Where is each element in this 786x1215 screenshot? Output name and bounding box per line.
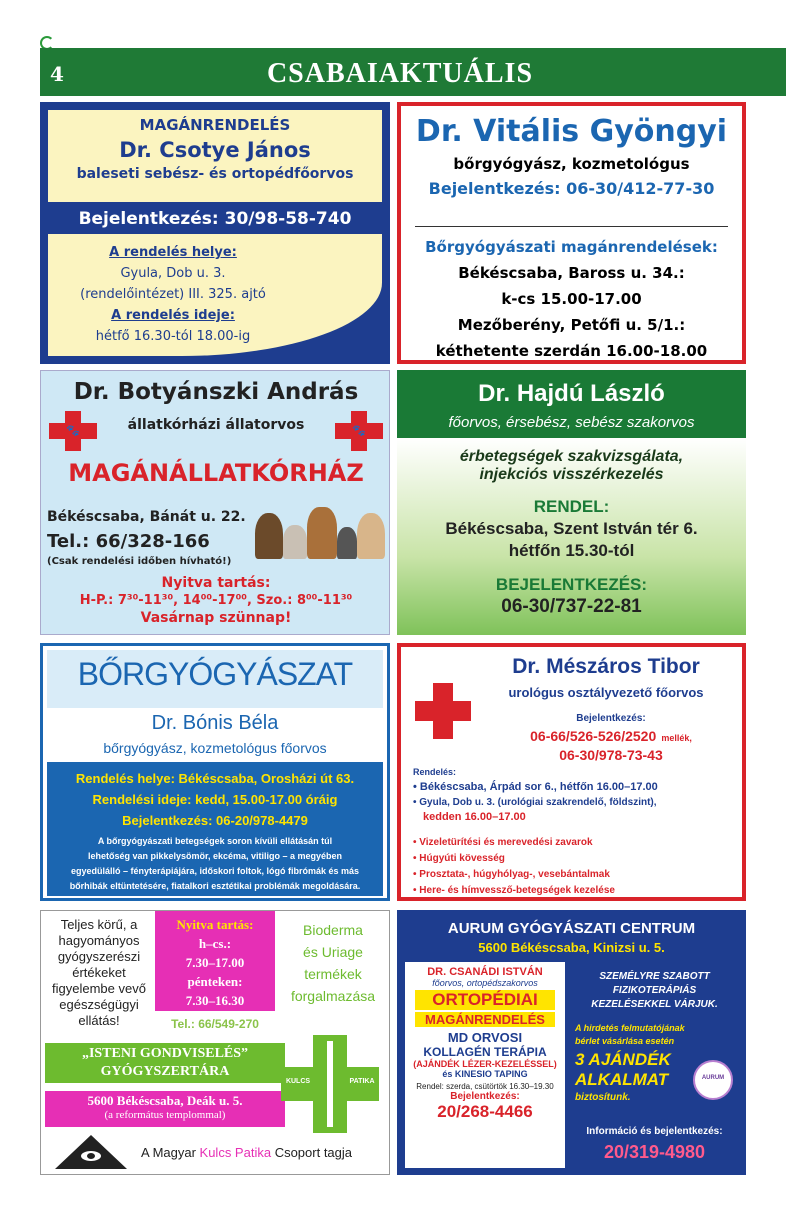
ad7-left2: hagyományos bbox=[58, 933, 140, 948]
ad5-time: Rendelési ideje: kedd, 15.00-17.00 óráig bbox=[92, 792, 338, 807]
ad-gyogyszertar bbox=[40, 910, 390, 1175]
ad1-phone: Bejelentkezés: 30/98-58-740 bbox=[78, 209, 352, 229]
ad6-bej: Bejelentkezés: bbox=[576, 713, 646, 724]
ad7-footer1: A Magyar bbox=[141, 1145, 200, 1160]
ad4-place: Békéscsaba, Szent István tér 6. bbox=[445, 519, 698, 538]
ad6-phone1: 06-66/526-526/2520 bbox=[530, 728, 657, 744]
ad3-hours: H-P.: 7³⁰-11³⁰, 14⁰⁰-17⁰⁰, Szo.: 8⁰⁰-11³⁰ bbox=[79, 593, 353, 608]
ad7-left7: ellátás! bbox=[78, 1013, 120, 1028]
ad-hajdu bbox=[397, 370, 746, 635]
page-number: 4 bbox=[50, 62, 64, 86]
ad4-title: főorvos, érsebész, sebész szakorvos bbox=[448, 414, 695, 431]
ad5-name: Dr. Bónis Béla bbox=[151, 712, 279, 734]
ad4-bej: BEJELENTKEZÉS: bbox=[495, 575, 648, 594]
ad-aurum bbox=[397, 910, 746, 1175]
ad7-left4: értékeket bbox=[72, 965, 126, 980]
ad8-phone-left: 20/268-4466 bbox=[437, 1102, 533, 1121]
ad6-place1: • Békéscsaba, Árpád sor 6., hétfőn 16.00–17.00 bbox=[413, 781, 658, 793]
logo-right-text: PATIKA bbox=[349, 1078, 375, 1085]
ad8-ortop: ORTOPÉDIAI bbox=[415, 990, 555, 1010]
pets-image bbox=[253, 503, 387, 563]
ad1-time-label: A rendelés ideje: bbox=[111, 308, 235, 323]
ad7-right1: Bioderma bbox=[303, 922, 363, 938]
ad7-address: 5600 Békéscsaba, Deák u. 5. bbox=[87, 1093, 243, 1108]
ad8-md: MD ORVOSI bbox=[447, 1030, 523, 1045]
ad1-place-line1: Gyula, Dob u. 3. bbox=[120, 266, 226, 281]
vet-cross-left-icon: 🐾 bbox=[49, 411, 97, 451]
ad2-name: Dr. Vitális Gyöngyi bbox=[415, 114, 728, 149]
ad6-item2: • Húgyúti kövesség bbox=[413, 853, 505, 864]
ad8-magan: MAGÁNRENDELÉS bbox=[415, 1012, 555, 1027]
vet-cross-right-icon: 🐾 bbox=[335, 411, 383, 451]
kulcs-patika-logo bbox=[281, 1035, 379, 1133]
ad2-divider bbox=[415, 226, 728, 227]
ad1-name: Dr. Csotye János bbox=[119, 138, 311, 162]
ad8-promo1: A hirdetés felmutatójának bbox=[575, 1023, 685, 1033]
ad1-place-line2: (rendelőintézet) III. 325. ajtó bbox=[80, 287, 266, 302]
ad7-open4: pénteken: bbox=[187, 974, 243, 989]
ad8-header: AURUM GYÓGYÁSZATI CENTRUM bbox=[447, 920, 696, 937]
ad6-name: Dr. Mészáros Tibor bbox=[512, 655, 700, 678]
ad-csotye bbox=[40, 102, 390, 364]
ad6-place2: • Gyula, Dob u. 3. (urológiai szakrendelő, földszint), bbox=[413, 797, 657, 808]
ad3-open-label: Nyitva tartás: bbox=[161, 575, 271, 591]
ad7-open5: 7.30–16.30 bbox=[185, 993, 245, 1008]
ad8-doc-title: főorvos, ortopédszakorvos bbox=[432, 978, 538, 988]
ad5-text2: lehetőség van pikkelysömör, ekcéma, vitiligo – a megyében bbox=[87, 851, 343, 861]
ad6-rendeles: Rendelés: bbox=[413, 767, 457, 777]
ad8-doctor: DR. CSANÁDI ISTVÁN bbox=[427, 966, 543, 978]
ad4-time: hétfőn 15.30-tól bbox=[508, 541, 635, 560]
ad2-place1: Békéscsaba, Baross u. 34.: bbox=[458, 264, 685, 282]
ad3-name: Dr. Botyánszki András bbox=[73, 379, 359, 405]
ad7-left6: egészségügyi bbox=[59, 997, 139, 1012]
ad7-left5: figyelembe vevő bbox=[52, 981, 146, 996]
ad4-rendel: RENDEL: bbox=[533, 497, 610, 516]
ad6-item1: • Vizeletürítési és merevedési zavarok bbox=[413, 837, 593, 848]
ad1-place-label: A rendelés helye: bbox=[109, 245, 237, 260]
ad7-footer3: Csoport tagja bbox=[271, 1145, 353, 1160]
ad8-phone-right: 20/319-4980 bbox=[603, 1142, 706, 1162]
magazine-title: CSABAIAKTUÁLIS bbox=[266, 58, 534, 89]
ad8-right2: FIZIKOTERÁPIÁS bbox=[612, 985, 697, 996]
ad6-phone2: 06-30/978-73-43 bbox=[559, 747, 663, 763]
ad8-address: 5600 Békéscsaba, Kinizsi u. 5. bbox=[478, 940, 665, 955]
ad4-name: Dr. Hajdú László bbox=[478, 380, 665, 407]
ad8-right1: SZEMÉLYRE SZABOTT bbox=[599, 971, 710, 982]
logo-left-text: KULCS bbox=[285, 1078, 311, 1085]
ad7-open1: Nyitva tartás: bbox=[176, 917, 254, 932]
ad7-left3: gyógyszerészi bbox=[57, 949, 141, 964]
medical-cross-icon bbox=[415, 683, 471, 739]
aurum-logo: AURUM bbox=[693, 1060, 733, 1100]
ad6-item3: • Prosztata-, húgyhólyag-, vesebántalmak bbox=[413, 869, 610, 880]
caduceus-icon bbox=[327, 1041, 333, 1127]
ad6-place3: kedden 16.00–17.00 bbox=[423, 811, 526, 823]
ad2-time2: kéthetente szerdán 16.00-18.00 bbox=[435, 342, 708, 360]
ad8-biz: biztosítunk. bbox=[575, 1092, 631, 1103]
ad2-time1: k-cs 15.00-17.00 bbox=[501, 290, 642, 308]
ad2-phone: Bejelentkezés: 06-30/412-77-30 bbox=[428, 179, 715, 198]
ad4-phone: 06-30/737-22-81 bbox=[501, 596, 642, 617]
ad7-pharmacy2: GYÓGYSZERTÁRA bbox=[100, 1064, 230, 1079]
ad6-mellek: mellék, bbox=[661, 733, 692, 743]
ad7-right3: termékek bbox=[304, 966, 362, 982]
ad3-big: MAGÁNÁLLATKÓRHÁZ bbox=[68, 459, 364, 487]
ad3-sunday: Vasárnap szünnap! bbox=[140, 610, 292, 626]
ad6-item4: • Here- és hímvessző-betegségek kezelése bbox=[413, 885, 615, 896]
ad4-line1: érbetegségek szakvizsgálata, bbox=[459, 448, 684, 465]
ad2-title: bőrgyógyász, kozmetológus bbox=[453, 155, 690, 173]
ad7-footer2: Kulcs Patika bbox=[199, 1145, 272, 1160]
ad8-kinesio: és KINESIO TAPING bbox=[442, 1069, 528, 1079]
ad5-title: bőrgyógyász, kozmetológus főorvos bbox=[103, 740, 327, 756]
ad-bonis bbox=[40, 643, 390, 901]
ad7-pharmacy1: „ISTENI GONDVISELÉS” bbox=[81, 1046, 249, 1061]
ad3-title: állatkórházi állatorvos bbox=[127, 417, 305, 433]
ad-meszaros bbox=[397, 643, 746, 901]
ad8-right3: KEZELÉSEKKEL VÁRJUK. bbox=[591, 999, 718, 1010]
ad1-time: hétfő 16.30-tól 18.00-ig bbox=[95, 329, 251, 344]
ad5-big: BŐRGYÓGYÁSZAT bbox=[77, 656, 353, 692]
ad5-text3: egyedülálló – fényterápiájára, időskori foltok, lógó fibrómák és más bbox=[70, 866, 360, 876]
ad7-right4: forgalmazása bbox=[290, 988, 376, 1004]
ad8-bej: Bejelentkezés: bbox=[450, 1091, 520, 1102]
ad7-tel: Tel.: 66/549-270 bbox=[171, 1017, 259, 1031]
ad8-gift-big1: 3 AJÁNDÉK bbox=[575, 1050, 671, 1069]
ad7-left1: Teljes körű, a bbox=[60, 917, 138, 932]
ad8-gift-big2: ALKALMAT bbox=[575, 1070, 669, 1089]
ad5-text1: A bőrgyógyászati betegségek soron kívüli ellátásán túl bbox=[97, 836, 333, 846]
ad4-line2: injekciós visszérkezelés bbox=[479, 466, 664, 483]
ad1-heading: MAGÁNRENDELÉS bbox=[139, 116, 291, 134]
ad5-phone: Bejelentkezés: 06-20/978-4479 bbox=[122, 813, 308, 828]
ad3-note: (Csak rendelési időben hívható!) bbox=[47, 556, 232, 567]
ad3-phone: Tel.: 66/328-166 bbox=[47, 531, 210, 552]
ad7-address-note: (a református templommal) bbox=[104, 1109, 226, 1121]
ad-botyanszki bbox=[40, 370, 390, 635]
ad7-open2: h–cs.: bbox=[198, 936, 232, 951]
ad2-heading: Bőrgyógyászati magánrendelések: bbox=[425, 238, 718, 256]
ad7-right2: és Uriage bbox=[303, 944, 363, 960]
ad7-open3: 7.30–17.00 bbox=[185, 955, 245, 970]
ad8-info: Információ és bejelentkezés: bbox=[586, 1126, 723, 1137]
ad6-title: urológus osztályvezető főorvos bbox=[508, 685, 704, 700]
ad5-text4: bőrhibák eltüntetésére, fiatalkori esztétikai problémák megoldására. bbox=[69, 881, 361, 891]
ad8-promo2: bérlet vásárlása esetén bbox=[575, 1036, 675, 1046]
ad8-kollagen: KOLLAGÉN TERÁPIA bbox=[423, 1045, 547, 1059]
ad1-title: baleseti sebész- és ortopédfőorvos bbox=[76, 166, 354, 182]
ad8-gift: (AJÁNDÉK LÉZER-KEZELÉSSEL) bbox=[413, 1059, 557, 1069]
ad8-rendel: Rendel: szerda, csütörtök 16.30–19.30 bbox=[416, 1082, 554, 1091]
ad3-address: Békéscsaba, Bánát u. 22. bbox=[47, 509, 246, 525]
ad2-place2: Mezőberény, Petőfi u. 5/1.: bbox=[457, 316, 686, 334]
ad5-place: Rendelés helye: Békéscsaba, Orosházi út 63. bbox=[75, 771, 355, 786]
ad-vitalis bbox=[397, 102, 746, 364]
